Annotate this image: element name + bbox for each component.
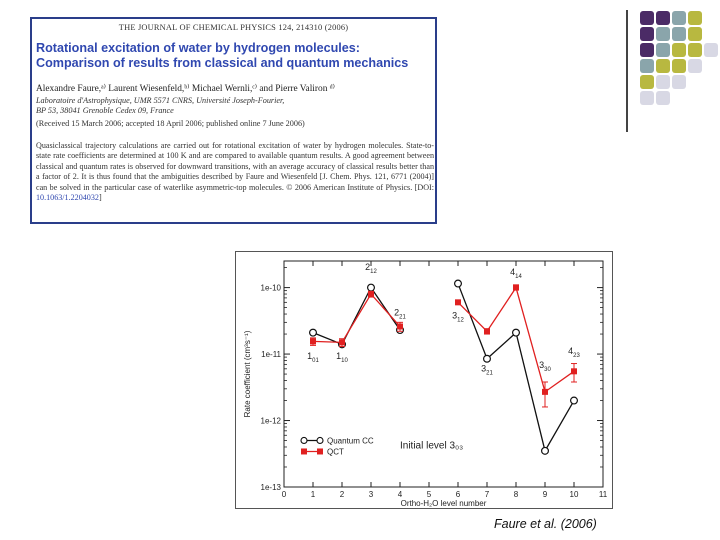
x-tick-label: 11 <box>598 490 608 499</box>
level-label: $1_{01}$ <box>307 350 319 364</box>
quantum-cc-point <box>513 329 520 336</box>
decorative-square <box>672 27 686 41</box>
qct-point <box>339 339 345 345</box>
x-axis-label: Ortho-H₂O level number <box>400 499 487 508</box>
decorative-square <box>672 59 686 73</box>
level-label: $4_{14}$ <box>510 266 522 280</box>
affiliation-line-1: Laboratoire d'Astrophysique, UMR 5571 CNRS, Université Joseph-Fourier, <box>36 96 285 105</box>
decorative-square <box>704 43 718 57</box>
decorative-square <box>656 43 670 57</box>
decorative-square <box>640 27 654 41</box>
decorative-square <box>656 75 670 89</box>
decorative-square <box>688 11 702 25</box>
doi-prefix: [DOI: <box>414 182 434 192</box>
qct-point <box>513 285 519 291</box>
y-tick-label: 1e-10 <box>260 283 281 293</box>
paper-authors: Alexandre Faure,ᵃ⁾ Laurent Wiesenfeld,ᵇ⁾ Michael Wernli,ᶜ⁾ and Pierre Valiron ᵈ⁾ <box>36 84 335 94</box>
quantum-cc-point <box>455 280 462 287</box>
legend-marker <box>301 437 307 443</box>
received-dates: (Received 15 March 2006; accepted 18 April 2006; published online 7 June 2006) <box>36 119 305 128</box>
quantum-cc-point <box>368 284 375 291</box>
paper-title-line-2: Comparison of results from classical and quantum mechanics <box>36 56 409 70</box>
x-tick-label: 9 <box>542 490 548 499</box>
decorative-square <box>656 91 670 105</box>
x-tick-label: 3 <box>368 490 374 499</box>
x-tick-label: 6 <box>455 490 461 499</box>
decorative-square <box>656 59 670 73</box>
rate-coefficient-chart <box>236 252 614 510</box>
decorative-square <box>656 11 670 25</box>
legend-label: QCT <box>327 447 344 457</box>
series-line <box>458 284 574 451</box>
quantum-cc-point <box>571 397 578 404</box>
qct-point <box>571 368 577 374</box>
qct-point <box>542 389 548 395</box>
y-tick-label: 1e-11 <box>261 350 281 360</box>
paper-abstract <box>36 141 434 203</box>
decorative-square <box>672 11 686 25</box>
journal-header: THE JOURNAL OF CHEMICAL PHYSICS 124, 214310 (2006) <box>118 23 349 32</box>
x-tick-label: 8 <box>513 490 519 499</box>
x-tick-label: 2 <box>339 490 345 499</box>
decorative-square-grid <box>640 11 720 121</box>
doi-suffix: ] <box>98 193 102 203</box>
y-tick-label: 1e-12 <box>260 416 281 426</box>
doi-link[interactable]: 10.1063/1.2204032 <box>36 193 99 203</box>
rate-coefficient-figure <box>235 251 613 509</box>
decorative-square <box>656 27 670 41</box>
x-tick-label: 10 <box>569 490 579 499</box>
decorative-square <box>688 27 702 41</box>
abstract-text: Quasiclassical trajectory calculations are carried out for rotational excitation of water by hydrogen molecules. State-to-state rate coefficients are determined at 100 K and are compared to available quantum results. A good agreement between classical and quantum rates is observed for downward transitions, with an average accuracy of classical results better than a factor of 2. It is thus found that the ambiguities described by Faure and Wiesenfeld [J. Chem. Phys. 121, 6771 (2004)] can be solved in the particular case of waterlike asymmetric-top molecules. © 2006 American Institute of Physics. <box>36 141 434 192</box>
initial-level-annotation: Initial level 3₀₃ <box>400 440 464 452</box>
qct-point <box>310 338 316 344</box>
level-label: $3_{12}$ <box>452 310 464 324</box>
paper-affiliation <box>36 96 284 116</box>
level-label: $2_{21}$ <box>394 307 406 321</box>
qct-point <box>397 323 403 329</box>
qct-point <box>368 291 374 297</box>
affiliation-line-2: BP 53, 38041 Grenoble Cedex 09, France <box>36 106 174 115</box>
x-tick-label: 0 <box>281 490 287 499</box>
decorative-square <box>640 91 654 105</box>
quantum-cc-point <box>542 447 549 454</box>
decorative-divider-line <box>626 10 628 132</box>
series-line <box>313 288 400 345</box>
x-tick-label: 5 <box>426 490 432 499</box>
figure-caption: Faure et al. (2006) <box>494 517 597 531</box>
quantum-cc-point <box>484 355 491 362</box>
decorative-square <box>640 43 654 57</box>
paper-abstract-panel <box>30 17 437 224</box>
decorative-square <box>688 59 702 73</box>
legend-marker <box>317 448 323 454</box>
quantum-cc-point <box>310 329 317 336</box>
paper-title <box>36 41 436 71</box>
legend-marker <box>301 448 307 454</box>
level-label: $3_{30}$ <box>539 359 551 373</box>
level-label: $3_{21}$ <box>481 363 493 377</box>
y-axis-label: Rate coefficient (cm³s⁻¹) <box>243 330 252 418</box>
x-tick-label: 7 <box>484 490 490 499</box>
legend-marker <box>317 437 323 443</box>
x-tick-label: 4 <box>397 490 403 499</box>
decorative-square <box>672 75 686 89</box>
level-label: $4_{23}$ <box>568 346 580 360</box>
series-line <box>313 294 400 342</box>
decorative-square <box>688 43 702 57</box>
series-line <box>458 288 574 392</box>
x-tick-label: 1 <box>310 490 316 499</box>
paper-title-line-1: Rotational excitation of water by hydrogen molecules: <box>36 41 360 55</box>
legend-label: Quantum CC <box>327 436 374 446</box>
qct-point <box>484 328 490 334</box>
level-label: $2_{12}$ <box>365 261 377 275</box>
decorative-square <box>640 59 654 73</box>
decorative-square <box>640 75 654 89</box>
decorative-square <box>640 11 654 25</box>
y-tick-label: 1e-13 <box>260 483 281 492</box>
decorative-square <box>672 43 686 57</box>
level-label: $1_{10}$ <box>336 350 348 364</box>
qct-point <box>455 299 461 305</box>
